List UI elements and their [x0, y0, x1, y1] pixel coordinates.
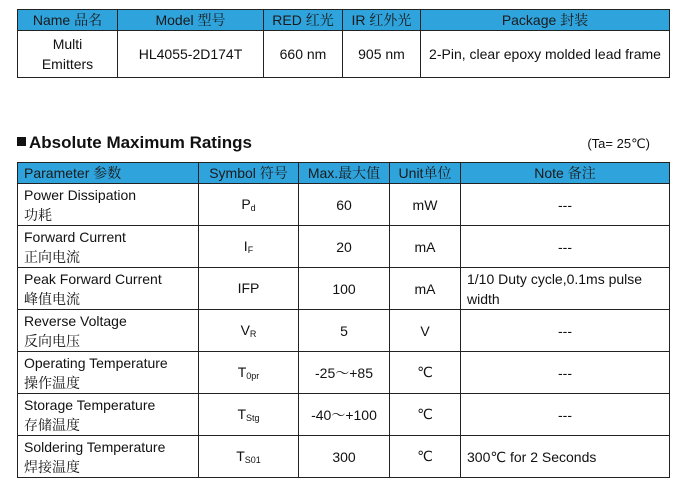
note-cell: 300℃ for 2 Seconds — [461, 436, 670, 478]
max-cell: 300 — [299, 436, 390, 478]
parameter-cell — [18, 310, 199, 352]
symbol-main: T — [237, 406, 247, 422]
parameter-cell — [18, 268, 199, 310]
parameter-cn: 存储温度 — [24, 416, 80, 433]
symbol-subscript: R — [249, 329, 257, 339]
symbol-cell — [199, 226, 299, 268]
max-cell: -40～+100 — [299, 394, 390, 436]
product-row — [18, 31, 670, 78]
note-cell: --- — [461, 226, 670, 268]
symbol-cell — [199, 310, 299, 352]
parameter-en: Operating Temperature — [24, 354, 168, 371]
product-package: 2-Pin, clear epoxy molded lead frame — [421, 31, 670, 78]
parameter-cell — [18, 436, 199, 478]
parameter-cell — [18, 184, 199, 226]
product-model: HL4055-2D174T — [118, 31, 264, 78]
symbol-cell — [199, 268, 299, 310]
parameter-cell — [18, 352, 199, 394]
table-row — [18, 184, 670, 226]
header-name: Name 品名 — [18, 10, 118, 31]
product-name-line1: Multi — [52, 36, 83, 52]
symbol-main: IFP — [237, 280, 260, 296]
table-row — [18, 268, 670, 310]
product-name-line2: Emitters — [41, 56, 94, 72]
header-max: Max.最大值 — [299, 163, 390, 184]
parameter-en: Peak Forward Current — [24, 270, 162, 287]
table-row — [18, 352, 670, 394]
product-ir: 905 nm — [343, 31, 421, 78]
max-cell: 100 — [299, 268, 390, 310]
note-cell: --- — [461, 310, 670, 352]
table-row — [18, 394, 670, 436]
unit-cell: ℃ — [390, 394, 461, 436]
header-symbol: Symbol 符号 — [199, 163, 299, 184]
max-cell: 20 — [299, 226, 390, 268]
parameter-en: Reverse Voltage — [24, 312, 127, 329]
parameter-en: Power Dissipation — [24, 186, 137, 203]
symbol-cell — [199, 184, 299, 226]
parameter-cn: 正向电流 — [24, 248, 80, 265]
symbol-subscript: S01 — [244, 455, 261, 465]
parameter-cn: 功耗 — [24, 206, 52, 223]
product-name — [18, 31, 118, 78]
header-note: Note 备注 — [461, 163, 670, 184]
symbol-subscript: F — [247, 245, 254, 255]
parameter-en: Storage Temperature — [24, 396, 156, 413]
table-row — [18, 310, 670, 352]
symbol-main: P — [241, 196, 251, 212]
table-row — [18, 226, 670, 268]
table-row — [18, 436, 670, 478]
symbol-cell — [199, 352, 299, 394]
symbol-main: T — [237, 364, 247, 380]
symbol-main: I — [243, 238, 248, 254]
product-red: 660 nm — [264, 31, 343, 78]
max-cell: 5 — [299, 310, 390, 352]
parameter-en: Soldering Temperature — [24, 438, 166, 455]
header-red: RED 红光 — [264, 10, 343, 31]
ratings-header — [18, 163, 670, 184]
header-parameter: Parameter 参数 — [18, 163, 199, 184]
symbol-cell — [199, 436, 299, 478]
unit-cell: mA — [390, 226, 461, 268]
product-table — [17, 9, 670, 78]
symbol-cell — [199, 394, 299, 436]
unit-cell: mW — [390, 184, 461, 226]
header-package: Package 封装 — [421, 10, 670, 31]
product-table-header — [18, 10, 670, 31]
max-cell: 60 — [299, 184, 390, 226]
unit-cell: ℃ — [390, 436, 461, 478]
unit-cell: V — [390, 310, 461, 352]
symbol-subscript: 0pr — [246, 371, 260, 381]
symbol-subscript: Stg — [246, 413, 260, 423]
note-cell: --- — [461, 352, 670, 394]
header-model: Model 型号 — [118, 10, 264, 31]
ratings-table — [17, 162, 670, 478]
section-title-text: Absolute Maximum Ratings — [29, 133, 252, 152]
max-cell: -25～+85 — [299, 352, 390, 394]
header-ir: IR 红外光 — [343, 10, 421, 31]
unit-cell: ℃ — [390, 352, 461, 394]
parameter-cell — [18, 226, 199, 268]
note-cell: --- — [461, 184, 670, 226]
note-cell: 1/10 Duty cycle,0.1ms pulse width — [461, 268, 670, 310]
section-title — [17, 133, 252, 153]
parameter-cn: 峰值电流 — [24, 290, 80, 307]
square-bullet-icon — [17, 137, 26, 146]
parameter-cn: 反向电压 — [24, 332, 80, 349]
parameter-cn: 操作温度 — [24, 374, 80, 391]
note-cell: --- — [461, 394, 670, 436]
parameter-cn: 焊接温度 — [24, 458, 80, 475]
symbol-subscript: d — [250, 203, 256, 213]
ambient-condition: (Ta= 25℃) — [587, 136, 650, 151]
symbol-main: T — [236, 448, 245, 464]
ratings-body — [18, 184, 670, 478]
parameter-cell — [18, 394, 199, 436]
unit-cell: mA — [390, 268, 461, 310]
parameter-en: Forward Current — [24, 228, 126, 245]
symbol-main: V — [240, 322, 250, 338]
header-unit: Unit单位 — [390, 163, 461, 184]
